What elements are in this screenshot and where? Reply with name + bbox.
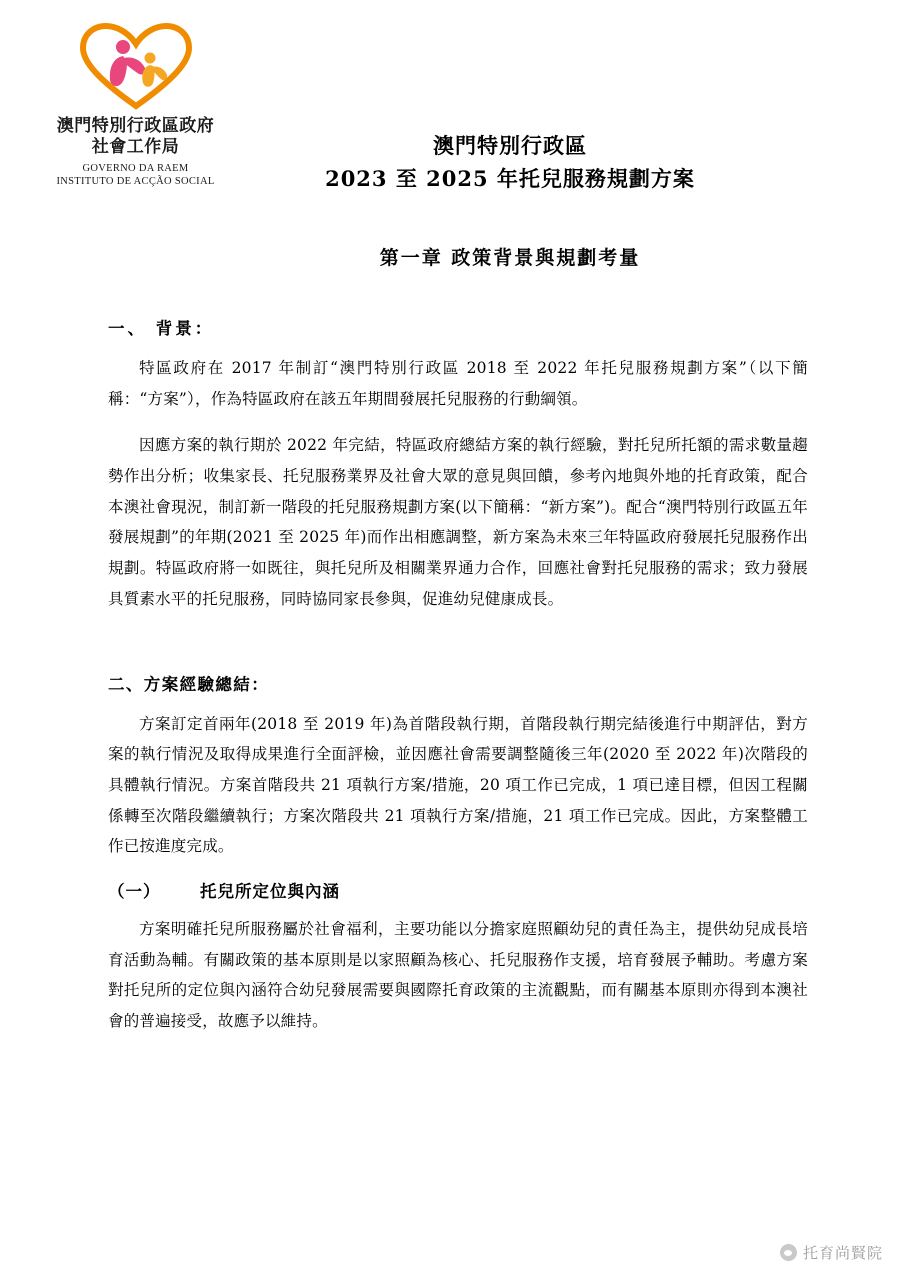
paragraph: 方案訂定首兩年(2018 至 2019 年)為首階段執行期，首階段執行期完結後進行中期評估，對方案的執行情況及取得成果進行全面評檢，並因應社會需要調整隨後三年(2020 至 2022 年)次階段的具體執行情況。方案首階段共 21 項執行方案/措施，20 項工作已完成，1 項已達目標，但因工程關係轉至次階段繼續執行；方案次階段共 21 項執行方案/措施，21 項工作已完成。因此，方案整體工作已按進度完成。 — [108, 714, 808, 856]
org-cn-line1: 澳門特別行政區政府 — [56, 116, 215, 136]
section-heading-summary: 二、方案經驗總結： — [108, 674, 270, 694]
section-spacer — [108, 631, 808, 671]
document-title — [250, 130, 770, 195]
subsection-number: （一） — [108, 881, 161, 901]
org-pt-line1: GOVERNO DA RAEM — [82, 162, 189, 174]
org-pt-line2: INSTITUTO DE ACÇÃO SOCIAL — [56, 176, 215, 188]
chapter-title: 第一章 政策背景與規劃考量 — [379, 247, 641, 269]
organization-logo — [28, 22, 243, 189]
paragraph: 特區政府在 2017 年制訂“澳門特別行政區 2018 至 2022 年托兒服務規劃方案”（以下簡稱：“方案”），作為特區政府在該五年期間發展托兒服務的行動綱領。 — [108, 359, 808, 408]
org-cn-line2: 社會工作局 — [91, 137, 180, 158]
title-line-2: 2023 至 2025 年托兒服務規劃方案 — [325, 165, 695, 191]
organization-name-portuguese — [28, 162, 243, 189]
paragraph: 因應方案的執行期於 2022 年完結，特區政府總結方案的執行經驗，對托兒所托額的需求數量趨勢作出分析；收集家長、托兒服務業界及社會大眾的意見與回饋，參考內地與外地的托育政策，配合本澳社會現況，制訂新一階段的托兒服務規劃方案(以下簡稱：“新方案”)。配合“澳門特別行政區五年發展規劃”的年期(2021 至 2025 年)而作出相應調整，新方案為未來三年特區政府發展托兒服務作出規劃。特區政府將一如既往，與托兒所及相關業界通力合作，回應社會對托兒服務的需求；致力發展具質素水平的托兒服務，同時協同家長參與，促進幼兒健康成長。 — [108, 436, 808, 608]
heart-family-logo-icon — [76, 22, 196, 110]
title-line-1: 澳門特別行政區 — [433, 133, 587, 158]
section-heading-background: 一、 背景： — [108, 319, 215, 338]
organization-name-chinese — [28, 116, 243, 159]
weibo-eye-icon — [780, 1244, 797, 1261]
paragraph: 方案明確托兒所服務屬於社會福利，主要功能以分擔家庭照顧幼兒的責任為主，提供幼兒成長培育活動為輔。有關政策的基本原則是以家照顧為核心、托兒服務作支援，培育發展予輔助。考慮方案對托兒所的定位與內涵符合幼兒發展需要與國際托育政策的主流觀點，而有關基本原則亦得到本澳社會的普遍接受，故應予以維持。 — [108, 919, 808, 1030]
watermark-text: 托育尚賢院 — [802, 1244, 883, 1262]
watermark — [780, 1242, 883, 1263]
subsection-title: 托兒所定位與內涵 — [200, 881, 340, 901]
document-body — [108, 315, 808, 1053]
subsection-heading — [108, 878, 808, 902]
